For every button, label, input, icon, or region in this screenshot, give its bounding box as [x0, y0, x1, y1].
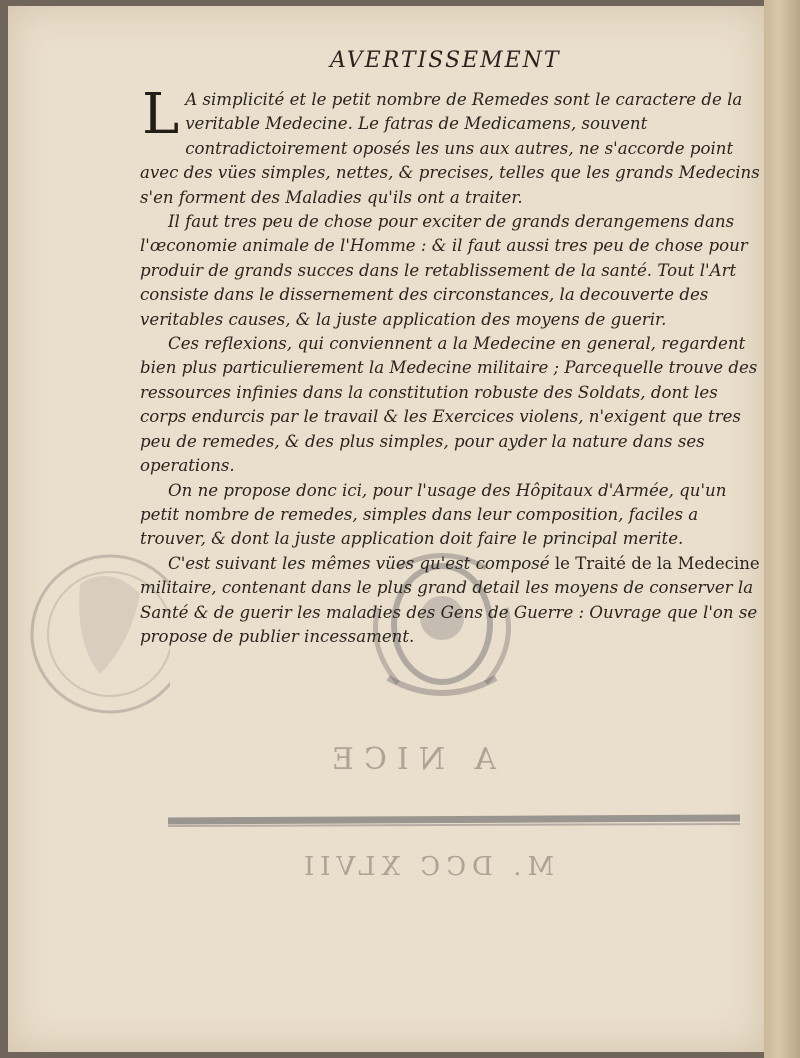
- drop-cap: L: [142, 82, 180, 147]
- paragraph-5-title: le Traité de la Medecine: [554, 553, 760, 573]
- paragraph-4: On ne propose donc ici, pour l'usage des Hôpitaux d'Armée, qu'un petit nombre de remedes, simples dans leur composition, faciles a trouver, & dont la juste application doit faire le principal merite.: [140, 480, 727, 549]
- paragraph-5: [140, 552, 760, 650]
- body-text: [140, 82, 760, 649]
- printer-rule-bleed: [168, 812, 740, 830]
- paragraph-1: [140, 82, 760, 210]
- paragraph-3: Ces reflexions, qui conviennent a la Medecine en general, regardent bien plus particulierement la Medecine militaire ; Parcequelle trouve des ressources infinies dans la constitution robuste des Soldats, dont les corps endurcis par le travail & les Exercices violens, n'exigent que tres peu de remedes, & des plus simples, pour ayder la nature dans ses operations.: [140, 334, 758, 476]
- city-name-bleed: A NICE: [322, 742, 497, 777]
- page-edge: [764, 0, 800, 1058]
- page-title: AVERTISSEMENT: [330, 48, 561, 73]
- paragraph-5-text-a: C'est suivant les mêmes vües qu'est composé: [168, 553, 555, 573]
- paragraph-1-text: A simplicité et le petit nombre de Remedes sont le caractere de la veritable Medecine. Le fatras de Medicamens, souvent contradictoirement oposés les uns aux autres, ne s'accorde point avec des vües simples, nettes, & precises, telles que les grands Medecins s'en forment des Maladies qu'ils ont a traiter.: [140, 90, 760, 207]
- paragraph-5-text-c: militaire, contenant dans le plus grand detail les moyens de conserver la Santé & de guerir les maladies des Gens de Guerre : Ouvrage que l'on se propose de publier incessament.: [140, 578, 758, 646]
- paragraph-2: Il faut tres peu de chose pour exciter de grands derangemens dans l'œconomie animale de l'Homme : & il faut aussi tres peu de chose pour produir de grands succes dans le retablissement de la santé. Tout l'Art consiste dans le dissernement des circonstances, la decouverte des veritables causes, & la juste application des moyens de guerir.: [140, 212, 748, 329]
- date-bleed: M. DCC XLVII: [298, 852, 555, 882]
